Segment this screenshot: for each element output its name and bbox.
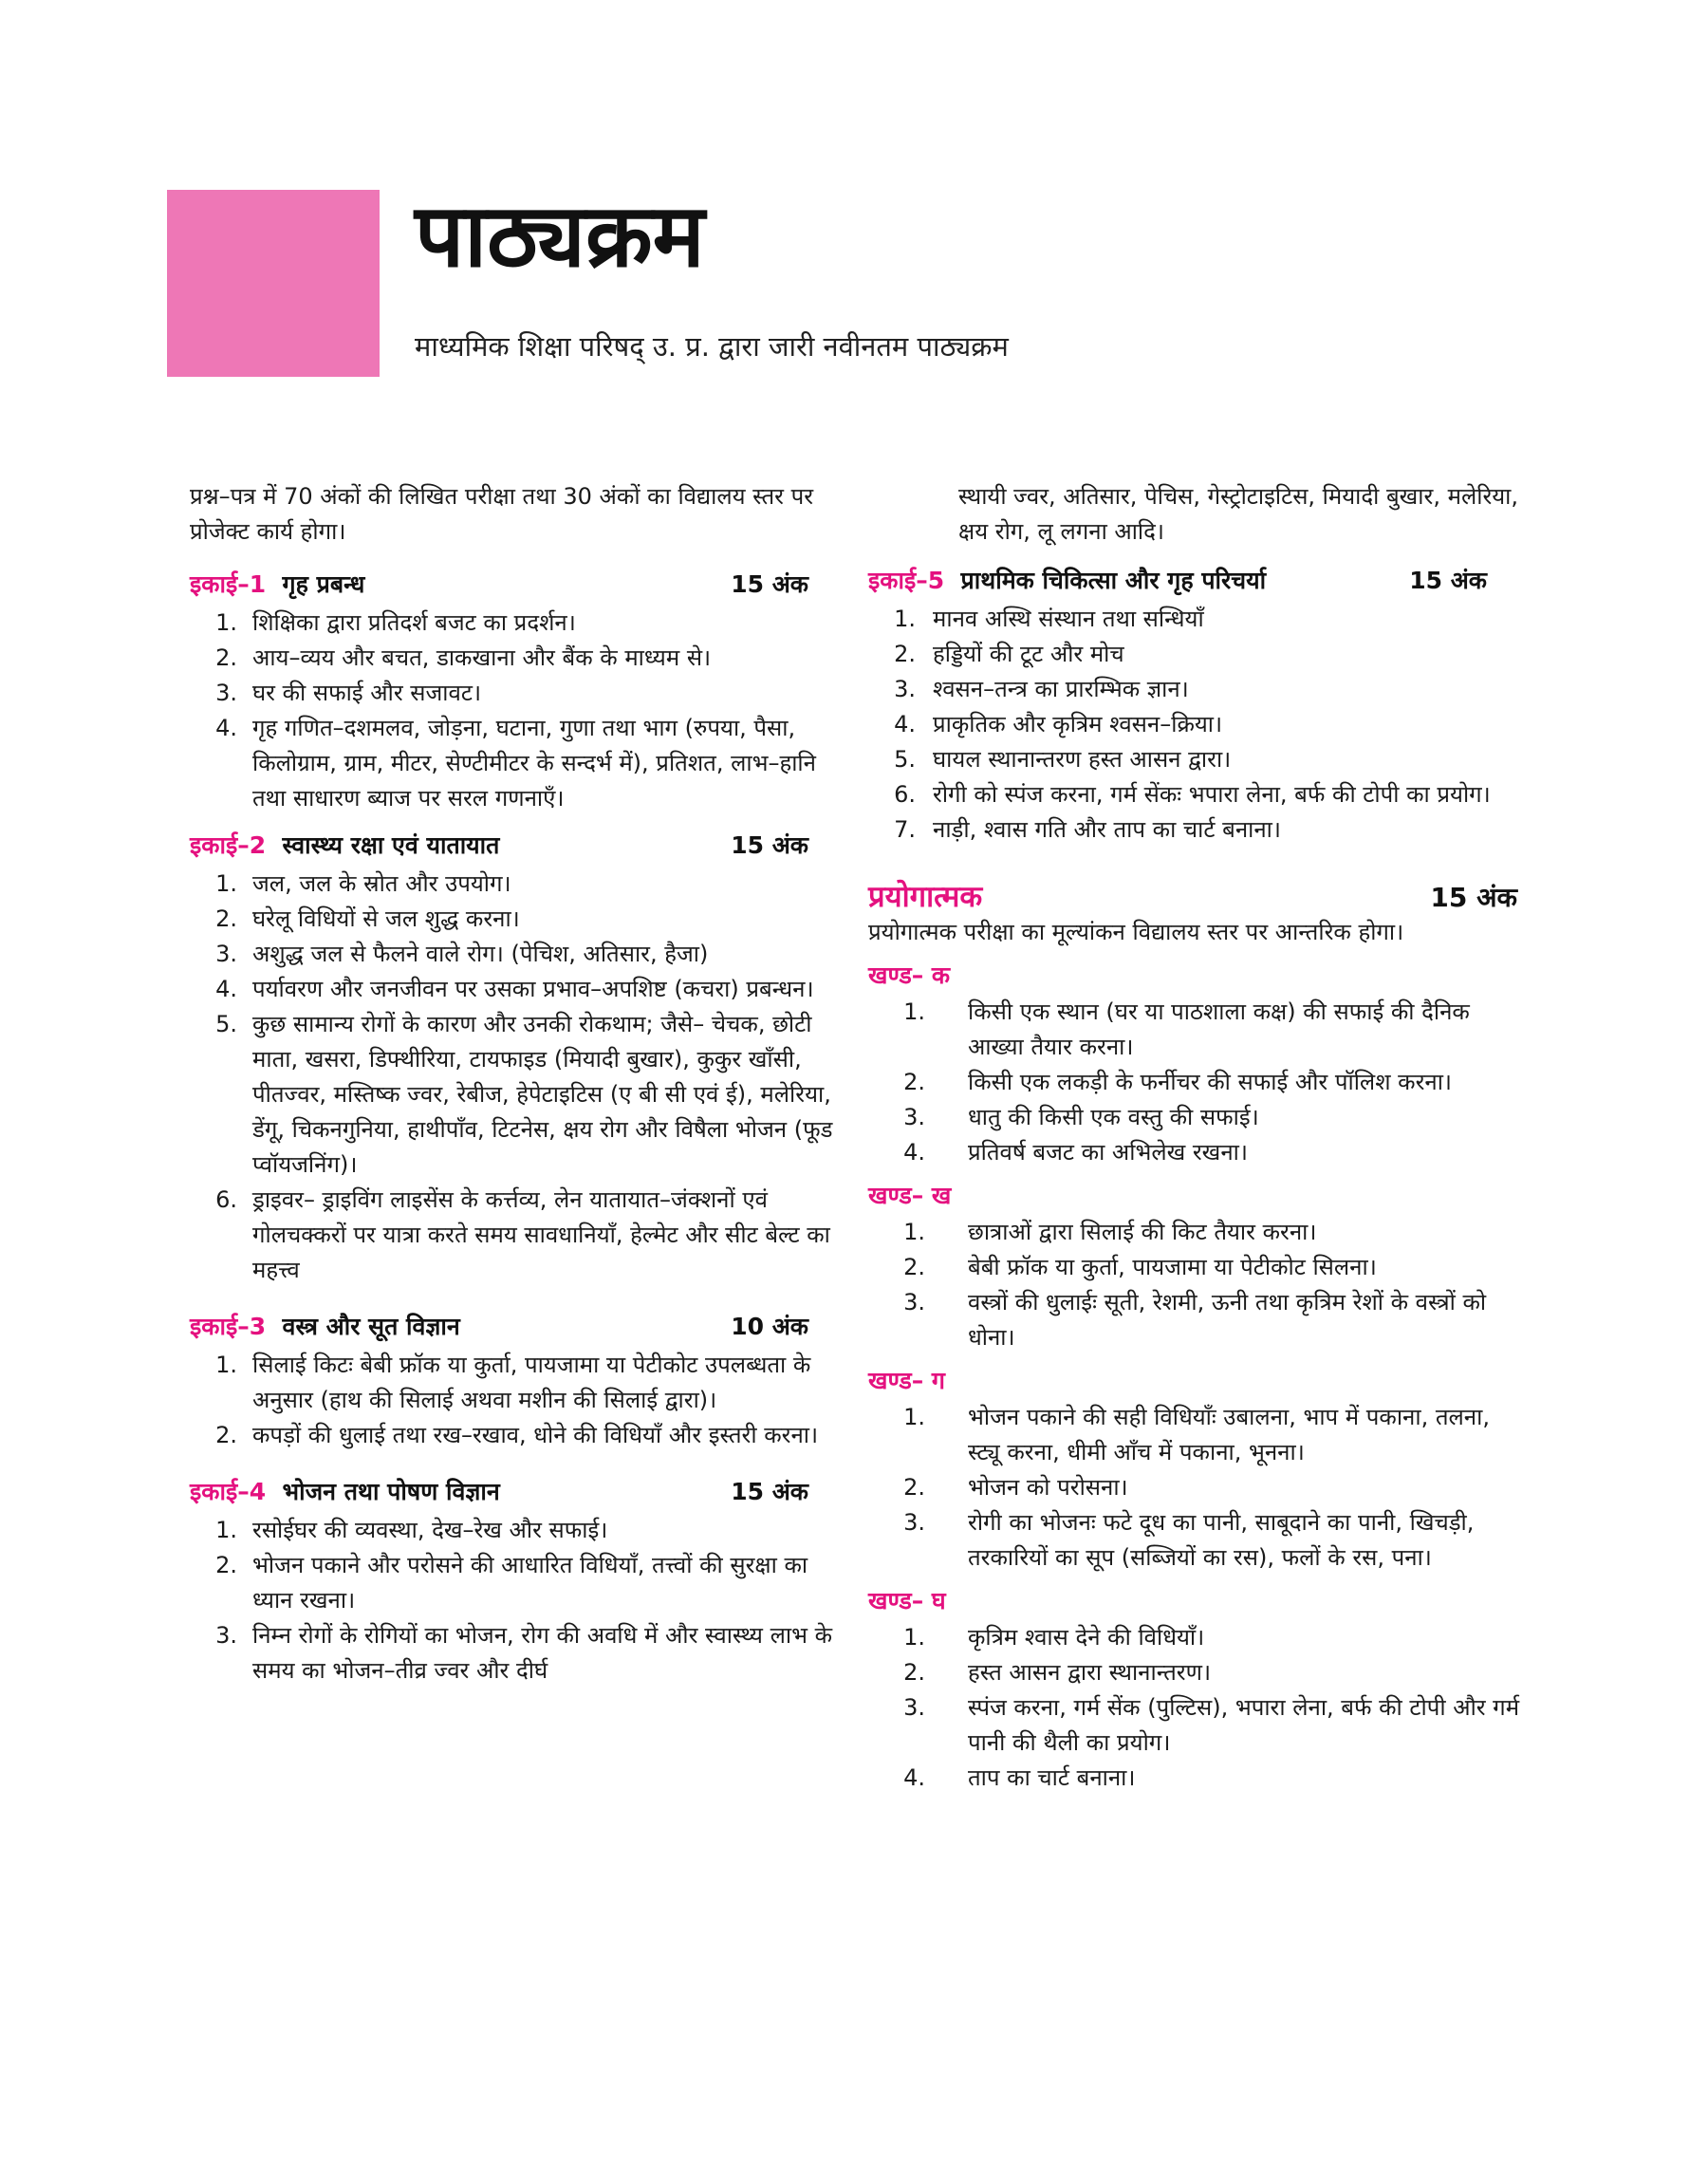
- unit-2-list: [190, 867, 845, 1288]
- item-text: स्पंज करना, गर्म सेंक (पुल्टिस), भपारा लेना, बर्फ की टोपी और गर्म पानी की थैली का प्रयोग।: [968, 1694, 1520, 1756]
- list-item: [868, 1620, 1523, 1655]
- item-text: कपड़ों की धुलाई तथा रख–रखाव, धोने की विधियाँ और इस्तरी करना।: [252, 1422, 819, 1448]
- section-kha-list: [868, 1215, 1523, 1355]
- unit-title: भोजन तथा पोषण विज्ञान: [282, 1478, 500, 1505]
- list-item: [868, 602, 1523, 637]
- unit-3-list: [190, 1348, 845, 1453]
- item-number: 2.: [903, 1069, 925, 1095]
- item-number: 2.: [903, 1659, 925, 1686]
- list-item: [190, 937, 845, 972]
- unit-1-heading: [190, 567, 845, 602]
- section-ga-list: [868, 1400, 1523, 1576]
- item-text: बेबी फ्रॉक या कुर्ता, पायजामा या पेटीकोट सिलना।: [968, 1254, 1377, 1280]
- list-item: [868, 1135, 1523, 1170]
- item-number: 1.: [894, 606, 916, 632]
- item-text: घरेलू विधियों से जल शुद्ध करना।: [252, 905, 520, 932]
- item-text: छात्राओं द्वारा सिलाई की किट तैयार करना।: [968, 1219, 1317, 1245]
- item-number: 3.: [894, 676, 916, 702]
- unit-5-list: [868, 602, 1523, 848]
- item-text: अशुद्ध जल से फैलने वाले रोग। (पेचिश, अतिसार, हैजा): [252, 941, 709, 967]
- section-ka-heading: खण्ड– क: [868, 961, 951, 989]
- item-number: 1.: [903, 1624, 925, 1651]
- item-text: प्राकृतिक और कृत्रिम श्वसन–क्रिया।: [933, 711, 1223, 737]
- list-item: [190, 606, 845, 641]
- item-number: 7.: [894, 816, 916, 843]
- list-item: [190, 902, 845, 937]
- item-text: घर की सफाई और सजावट।: [252, 680, 482, 706]
- item-number: 4.: [903, 1139, 925, 1166]
- item-number: 1.: [903, 1219, 925, 1245]
- practical-intro: प्रयोगात्मक परीक्षा का मूल्यांकन विद्यालय स्तर पर आन्तरिक होगा।: [868, 919, 1404, 945]
- item-number: 1.: [215, 870, 237, 897]
- item-text: किसी एक लकड़ी के फर्नीचर की सफाई और पॉलिश करना।: [968, 1069, 1453, 1095]
- practical-title: प्रयोगात्मक: [868, 880, 983, 914]
- list-item: [190, 711, 845, 816]
- practical-heading: [868, 880, 1523, 915]
- unit-marks: 15 अंक: [1409, 567, 1487, 594]
- unit-5-heading: [868, 563, 1523, 598]
- section-gha-list: [868, 1620, 1523, 1796]
- list-item: [868, 777, 1523, 812]
- unit-title: स्वास्थ्य रक्षा एवं यातायात: [282, 831, 500, 859]
- item-text: हस्त आसन द्वारा स्थानान्तरण।: [968, 1659, 1212, 1686]
- list-item: [190, 1418, 845, 1453]
- item-text: आय–व्यय और बचत, डाकखाना और बैंक के माध्यम से।: [252, 644, 712, 671]
- unit-number: इकाई–1: [190, 570, 267, 598]
- unit-4-continuation: स्थायी ज्वर, अतिसार, पेचिस, गेस्ट्रोटाइटिस, मियादी बुखार, मलेरिया, क्षय रोग, लू लगना आदि।: [958, 483, 1519, 545]
- item-number: 1.: [215, 1517, 237, 1543]
- left-column: [190, 479, 845, 1689]
- list-item: [190, 867, 845, 902]
- list-item: [868, 1250, 1523, 1285]
- unit-number: इकाई–3: [190, 1313, 267, 1340]
- unit-2-heading: [190, 828, 845, 863]
- item-text: कुछ सामान्य रोगों के कारण और उनकी रोकथाम; जैसे– चेचक, छोटी माता, खसरा, डिफ्थीरिया, टायफाइड (मियादी बुखार), कुकुर खाँसी, पीतज्वर, मस्तिष्क ज्वर, रेबीज, हेपेटाइटिस (ए बी सी एवं ई), मलेरिया, डेंगू, चिकनगुनिया, हाथीपाँव, टिटनेस, क्षय रोग और विषैला भोजन (फूड प्वॉयजनिंग)।: [252, 1011, 833, 1178]
- list-item: [190, 676, 845, 711]
- section-kha-heading: खण्ड– ख: [868, 1182, 952, 1209]
- item-number: 5.: [894, 746, 916, 773]
- list-item: [868, 995, 1523, 1065]
- item-text: किसी एक स्थान (घर या पाठशाला कक्ष) की सफाई की दैनिक आख्या तैयार करना।: [968, 998, 1470, 1060]
- item-text: कृत्रिम श्वास देने की विधियाँ।: [968, 1624, 1205, 1651]
- list-item: [190, 1548, 845, 1618]
- list-item: [868, 707, 1523, 742]
- item-text: जल, जल के स्रोत और उपयोग।: [252, 870, 511, 897]
- item-text: भोजन पकाने की सही विधियाँः उबालना, भाप में पकाना, तलना, स्ट्यू करना, धीमी आँच में पकाना, भूनना।: [968, 1404, 1490, 1465]
- list-item: [868, 1690, 1523, 1761]
- list-item: [868, 1655, 1523, 1690]
- list-item: [190, 641, 845, 676]
- item-text: सिलाई किटः बेबी फ्रॉक या कुर्ता, पायजामा या पेटीकोट उपलब्धता के अनुसार (हाथ की सिलाई अथवा मशीन की सिलाई द्वारा)।: [252, 1352, 811, 1413]
- list-item: [868, 742, 1523, 777]
- list-item: [190, 1183, 845, 1288]
- item-text: रोगी को स्पंज करना, गर्म सेंकः भपारा लेना, बर्फ की टोपी का प्रयोग।: [933, 781, 1491, 808]
- unit-title: वस्त्र और सूत विज्ञान: [282, 1313, 460, 1340]
- item-number: 2.: [903, 1254, 925, 1280]
- item-number: 4.: [903, 1764, 925, 1791]
- item-number: 2.: [894, 641, 916, 667]
- item-number: 6.: [215, 1186, 237, 1213]
- item-number: 2.: [215, 1422, 237, 1448]
- unit-3-heading: [190, 1309, 845, 1344]
- item-number: 2.: [215, 644, 237, 671]
- unit-marks: 10 अंक: [731, 1313, 808, 1340]
- unit-4-list: [190, 1513, 845, 1689]
- unit-marks: 15 अंक: [731, 570, 808, 598]
- unit-title: गृह प्रबन्ध: [282, 570, 365, 598]
- section-ka-list: [868, 995, 1523, 1170]
- list-item: [868, 1400, 1523, 1470]
- unit-number: इकाई–2: [190, 831, 267, 859]
- item-text: नाड़ी, श्वास गति और ताप का चार्ट बनाना।: [933, 816, 1281, 843]
- list-item: [868, 672, 1523, 707]
- list-item: [190, 1348, 845, 1418]
- unit-marks: 15 अंक: [731, 831, 808, 859]
- list-item: [190, 972, 845, 1007]
- item-number: 2.: [903, 1474, 925, 1501]
- item-number: 4.: [894, 711, 916, 737]
- item-text: श्वसन–तन्त्र का प्रारम्भिक ज्ञान।: [933, 676, 1189, 702]
- list-item: [190, 1007, 845, 1183]
- list-item: [868, 1100, 1523, 1135]
- item-number: 3.: [903, 1694, 925, 1721]
- right-column: [868, 479, 1523, 1796]
- section-ga-heading: खण्ड– ग: [868, 1367, 945, 1394]
- item-number: 3.: [903, 1104, 925, 1130]
- intro-paragraph: प्रश्न–पत्र में 70 अंकों की लिखित परीक्षा तथा 30 अंकों का विद्यालय स्तर पर प्रोजेक्ट कार्य होगा।: [190, 483, 814, 545]
- list-item: [868, 1065, 1523, 1100]
- item-number: 3.: [215, 680, 237, 706]
- list-item: [868, 812, 1523, 848]
- item-number: 4.: [215, 976, 237, 1002]
- item-number: 2.: [215, 1552, 237, 1578]
- item-number: 5.: [215, 1011, 237, 1037]
- list-item: [868, 1470, 1523, 1505]
- item-text: धातु की किसी एक वस्तु की सफाई।: [968, 1104, 1259, 1130]
- unit-marks: 15 अंक: [731, 1478, 808, 1505]
- item-text: पर्यावरण और जनजीवन पर उसका प्रभाव–अपशिष्ट (कचरा) प्रबन्धन।: [252, 976, 814, 1002]
- item-text: रोगी का भोजनः फटे दूध का पानी, साबूदाने का पानी, खिचड़ी, तरकारियों का सूप (सब्जियों का रस), फलों के रस, पना।: [968, 1509, 1475, 1571]
- item-number: 4.: [215, 715, 237, 741]
- item-number: 3.: [215, 1622, 237, 1649]
- item-text: भोजन को परोसना।: [968, 1474, 1128, 1501]
- item-number: 1.: [215, 1352, 237, 1378]
- item-text: मानव अस्थि संस्थान तथा सन्धियाँ: [933, 606, 1204, 632]
- item-number: 3.: [215, 941, 237, 967]
- item-number: 3.: [903, 1289, 925, 1315]
- item-number: 2.: [215, 905, 237, 932]
- practical-marks: 15 अंक: [1430, 882, 1517, 913]
- item-text: शिक्षिका द्वारा प्रतिदर्श बजट का प्रदर्शन।: [252, 609, 576, 636]
- list-item: [190, 1618, 845, 1689]
- item-number: 1.: [903, 998, 925, 1025]
- item-text: ताप का चार्ट बनाना।: [968, 1764, 1136, 1791]
- unit-4-heading: [190, 1474, 845, 1509]
- unit-title: प्राथमिक चिकित्सा और गृह परिचर्या: [960, 567, 1267, 594]
- item-text: निम्न रोगों के रोगियों का भोजन, रोग की अवधि में और स्वास्थ्य लाभ के समय का भोजन–तीव्र ज्वर और दीर्घ: [252, 1622, 832, 1684]
- item-number: 1.: [903, 1404, 925, 1430]
- page-title: पाठ्यक्रम: [415, 185, 705, 287]
- list-item: [868, 1505, 1523, 1576]
- item-text: घायल स्थानान्तरण हस्त आसन द्वारा।: [933, 746, 1232, 773]
- item-text: हड्डियों की टूट और मोच: [933, 641, 1124, 667]
- item-text: गृह गणित–दशमलव, जोड़ना, घटाना, गुणा तथा भाग (रुपया, पैसा, किलोग्राम, ग्राम, मीटर, सेण्टीमीटर के सन्दर्भ में), प्रतिशत, लाभ–हानि तथा साधारण ब्याज पर सरल गणनाएँ।: [252, 715, 816, 812]
- item-text: भोजन पकाने और परोसने की आधारित विधियाँ, तत्त्वों की सुरक्षा का ध्यान रखना।: [252, 1552, 808, 1614]
- list-item: [868, 1761, 1523, 1796]
- item-text: वस्त्रों की धुलाईः सूती, रेशमी, ऊनी तथा कृत्रिम रेशों के वस्त्रों को धोना।: [968, 1289, 1487, 1351]
- page-subtitle: माध्यमिक शिक्षा परिषद् उ. प्र. द्वारा जारी नवीनतम पाठ्यक्रम: [415, 330, 1009, 363]
- item-text: रसोईघर की व्यवस्था, देख–रेख और सफाई।: [252, 1517, 608, 1543]
- item-text: प्रतिवर्ष बजट का अभिलेख रखना।: [968, 1139, 1248, 1166]
- unit-number: इकाई–5: [868, 567, 945, 594]
- list-item: [868, 1215, 1523, 1250]
- unit-number: इकाई–4: [190, 1478, 267, 1505]
- item-number: 6.: [894, 781, 916, 808]
- item-number: 3.: [903, 1509, 925, 1536]
- unit-1-list: [190, 606, 845, 816]
- section-gha-heading: खण्ड– घ: [868, 1587, 946, 1614]
- item-text: ड्राइवर– ड्राइविंग लाइसेंस के कर्त्तव्य, लेन यातायात–जंक्शनों एवं गोलचक्करों पर यात्रा करते समय सावधानियाँ, हेल्मेट और सीट बेल्ट का महत्त्व: [252, 1186, 830, 1283]
- item-number: 1.: [215, 609, 237, 636]
- list-item: [868, 637, 1523, 672]
- list-item: [868, 1285, 1523, 1355]
- header-color-block: [167, 190, 380, 377]
- list-item: [190, 1513, 845, 1548]
